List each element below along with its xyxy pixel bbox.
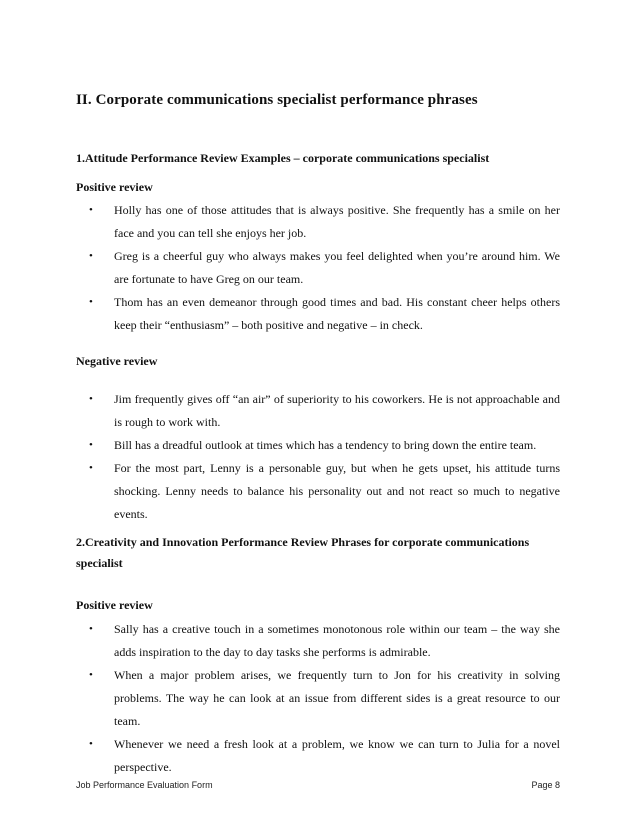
bullet-icon: • [89,669,93,681]
list-item-text: Whenever we need a fresh look at a problem, we know we can turn to Julia for a novel perspective. [114,737,560,774]
section-1-negative-label: Negative review [76,354,158,368]
list-item [76,733,560,779]
list-item [76,664,560,733]
list-item [76,199,560,245]
section-1-positive-list [76,199,560,337]
list-item-text: For the most part, Lenny is a personable guy, but when he gets upset, his attitude turns shocking. Lenny needs to balance his personality out and not react so much to negative events. [114,461,560,521]
page-title: II. Corporate communications specialist performance phrases [76,92,478,108]
bullet-icon: • [89,738,93,750]
bullet-icon: • [89,623,93,635]
list-item-text: Jim frequently gives off “an air” of superiority to his coworkers. He is not approachable and is rough to work with. [114,392,560,429]
bullet-icon: • [89,439,93,451]
list-item [76,388,560,434]
page-number: Page 8 [531,780,560,790]
list-item-text: Holly has one of those attitudes that is always positive. She frequently has a smile on her face and you can tell she enjoys her job. [114,203,560,240]
bullet-icon: • [89,296,93,308]
list-item [76,291,560,337]
list-item-text: Thom has an even demeanor through good times and bad. His constant cheer helps others keep their “enthusiasm” – both positive and negative – in check. [114,295,560,332]
list-item-text: Greg is a cheerful guy who always makes you feel delighted when you’re around him. We are fortunate to have Greg on our team. [114,249,560,286]
bullet-icon: • [89,250,93,262]
list-item-text: Bill has a dreadful outlook at times which has a tendency to bring down the entire team. [114,438,537,452]
section-2-heading: 2.Creativity and Innovation Performance Review Phrases for corporate communications specialist [76,535,530,570]
list-item [76,245,560,291]
section-2-positive-label: Positive review [76,598,153,612]
bullet-icon: • [89,393,93,405]
bullet-icon: • [89,462,93,474]
list-item [76,618,560,664]
list-item-text: Sally has a creative touch in a sometimes monotonous role within our team – the way she adds inspiration to the day to day tasks she performs is admirable. [114,622,560,659]
list-item [76,457,560,526]
list-item [76,434,560,457]
footer-title: Job Performance Evaluation Form [76,780,213,790]
section-1-positive-label: Positive review [76,180,153,194]
bullet-icon: • [89,204,93,216]
section-1-heading: 1.Attitude Performance Review Examples – corporate communications specialist [76,151,490,165]
list-item-text: When a major problem arises, we frequently turn to Jon for his creativity in solving problems. The way he can look at an issue from different sides is a great resource to our team. [114,668,560,728]
section-1-negative-list [76,388,560,526]
section-2-positive-list [76,618,560,779]
